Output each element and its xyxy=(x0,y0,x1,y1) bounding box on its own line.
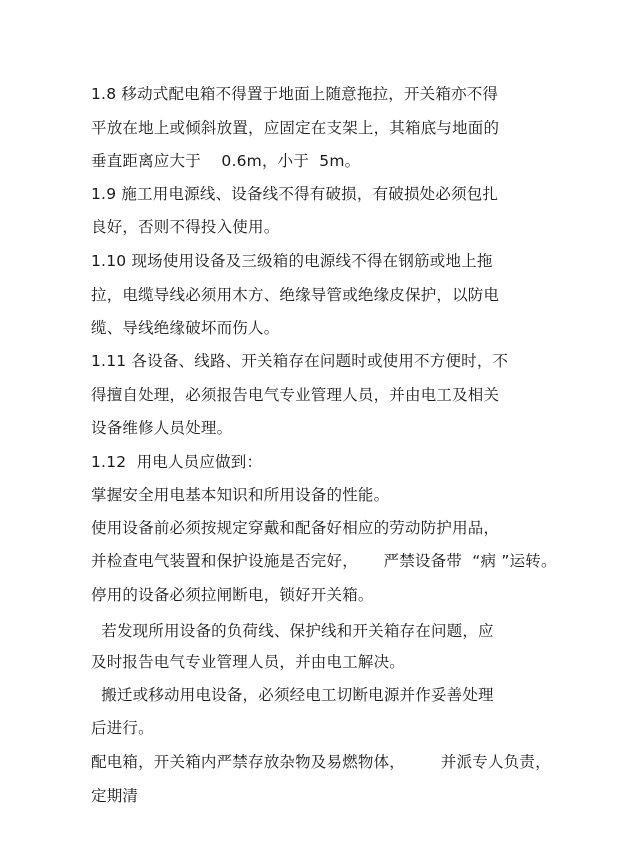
text-line-1: 1.8 移动式配电箱不得置于地面上随意拖拉，开关箱亦不得 xyxy=(91,85,499,103)
text-line-16: 停用的设备必须拉闸断电，锁好开关箱。 xyxy=(91,586,374,604)
text-line-13: 掌握安全用电基本知识和所用设备的性能。 xyxy=(91,486,390,504)
text-line-8: 缆、导线绝缘破坏而伤人。 xyxy=(91,319,280,337)
text-line-14: 使用设备前必须按规定穿戴和配备好相应的劳动防护用品， xyxy=(91,519,500,537)
text-line-5: 良好，否则不得投入使用。 xyxy=(91,218,280,236)
text-line-2: 平放在地上或倾斜放置，应固定在支架上，其箱底与地面的 xyxy=(91,119,500,137)
text-line-19: 搬迁或移动用电设备，必须经电工切断电源并作妥善处理 xyxy=(91,686,494,704)
text-line-21: 配电箱，开关箱内严禁存放杂物及易燃物体， 并派专人负责， xyxy=(91,753,551,771)
text-line-3: 垂直距离应大于 0.6m，小于 5m。 xyxy=(91,152,361,170)
text-line-18: 及时报告电气专业管理人员，并由电工解决。 xyxy=(91,653,406,671)
text-line-7: 拉，电缆导线必须用木方、绝缘导管或绝缘皮保护，以防电 xyxy=(91,286,500,304)
text-line-15: 并检查电气装置和保护设施是否完好， 严禁设备带 “病 ”运转。 xyxy=(91,552,557,570)
text-line-11: 设备维修人员处理。 xyxy=(91,419,233,437)
text-line-4: 1.9 施工用电源线、设备线不得有破损，有破损处必须包扎 xyxy=(91,185,499,203)
text-line-10: 得擅自处理，必须报告电气专业管理人员，并由电工及相关 xyxy=(91,386,500,404)
text-line-12: 1.12 用电人员应做到： xyxy=(91,453,263,471)
text-line-9: 1.11 各设备、线路、开关箱存在问题时或使用不方便时，不 xyxy=(91,352,509,370)
text-line-6: 1.10 现场使用设备及三级箱的电源线不得在钢筋或地上拖 xyxy=(91,252,493,270)
text-line-22: 定期清 xyxy=(91,787,139,805)
text-line-20: 后进行。 xyxy=(91,719,154,737)
text-line-17: 若发现所用设备的负荷线、保护线和开关箱存在问题，应 xyxy=(91,622,494,640)
